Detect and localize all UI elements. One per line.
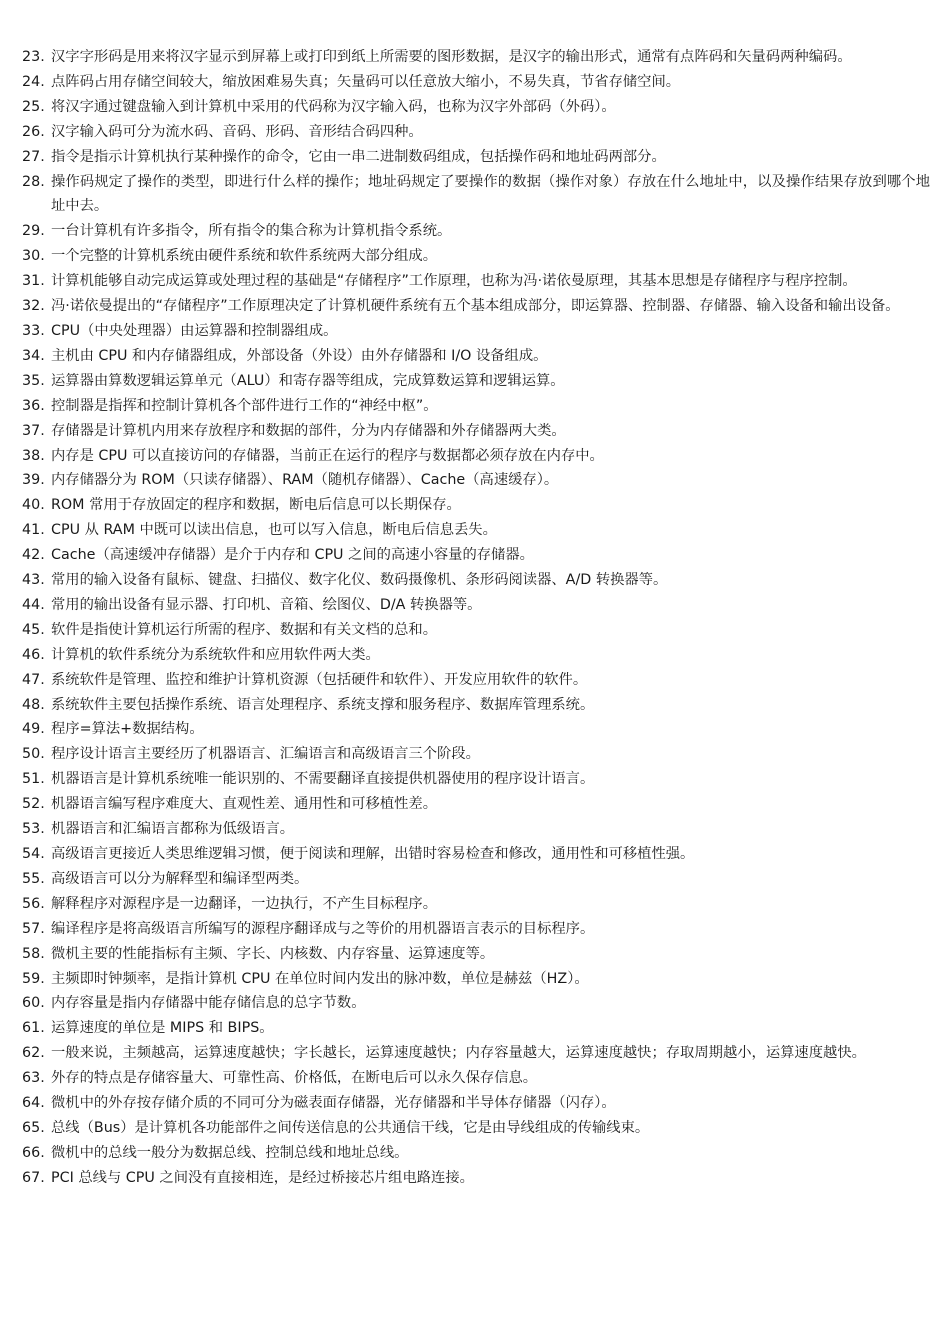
item-number: 53. xyxy=(22,821,45,838)
item-number: 63. xyxy=(22,1070,45,1087)
item-number: 34. xyxy=(22,347,45,364)
item-text: 系统软件主要包括操作系统、语言处理程序、系统支撑和服务程序、数据库管理系统。 xyxy=(51,696,595,713)
list-item xyxy=(22,792,930,817)
item-number: 41. xyxy=(22,522,45,539)
list-item xyxy=(22,1141,930,1166)
item-text: 一般来说，主频越高，运算速度越快；字长越长，运算速度越快；内存容量越大，运算速度越快；存取周期越小，运算速度越快。 xyxy=(51,1045,866,1062)
list-item xyxy=(22,120,930,145)
item-text: 程序=算法+数据结构。 xyxy=(51,721,204,738)
list-item xyxy=(22,70,930,95)
list-item xyxy=(22,867,930,892)
item-number: 37. xyxy=(22,422,45,439)
list-item xyxy=(22,219,930,244)
item-number: 45. xyxy=(22,621,45,638)
item-number: 30. xyxy=(22,248,45,265)
item-text: 内存是 CPU 可以直接访问的存储器，当前正在运行的程序与数据都必须存放在内存中。 xyxy=(51,447,604,464)
list-item xyxy=(22,319,930,344)
item-text: 内存储器分为 ROM（只读存储器）、RAM（随机存储器）、Cache（高速缓存）。 xyxy=(51,472,559,489)
item-number: 59. xyxy=(22,970,45,987)
list-item xyxy=(22,967,930,992)
list-item xyxy=(22,618,930,643)
list-item xyxy=(22,1166,930,1191)
item-text: 外存的特点是存储容量大、可靠性高、价格低，在断电后可以永久保存信息。 xyxy=(51,1070,538,1087)
item-text: 汉字输入码可分为流水码、音码、形码、音形结合码四种。 xyxy=(51,123,423,140)
item-text: 机器语言编写程序难度大、直观性差、通用性和可移植性差。 xyxy=(51,796,438,813)
list-item xyxy=(22,693,930,718)
list-item xyxy=(22,917,930,942)
list-item xyxy=(22,45,930,70)
item-number: 67. xyxy=(22,1169,45,1186)
list-item xyxy=(22,468,930,493)
item-number: 23. xyxy=(22,49,45,65)
list-item xyxy=(22,369,930,394)
item-text: 解释程序对源程序是一边翻译，一边执行，不产生目标程序。 xyxy=(51,895,438,912)
item-number: 35. xyxy=(22,372,45,389)
item-text: 冯·诺依曼提出的“存储程序”工作原理决定了计算机硬件系统有五个基本组成部分，即运算器、控制器、存储器、输入设备和输出设备。 xyxy=(51,298,900,315)
item-text: 常用的输出设备有显示器、打印机、音箱、绘图仪、D/A 转换器等。 xyxy=(51,596,482,613)
item-number: 65. xyxy=(22,1119,45,1136)
list-item xyxy=(22,170,930,220)
item-text: 编译程序是将高级语言所编写的源程序翻译成与之等价的用机器语言表示的目标程序。 xyxy=(51,920,595,937)
list-item xyxy=(22,145,930,170)
list-item xyxy=(22,493,930,518)
item-text: CPU（中央处理器）由运算器和控制器组成。 xyxy=(51,322,338,339)
list-item xyxy=(22,568,930,593)
item-text: 常用的输入设备有鼠标、键盘、扫描仪、数字化仪、数码摄像机、条形码阅读器、A/D 转换器等。 xyxy=(51,572,668,589)
item-number: 50. xyxy=(22,746,45,763)
list-item xyxy=(22,742,930,767)
item-number: 57. xyxy=(22,920,45,937)
item-number: 31. xyxy=(22,273,45,290)
item-number: 38. xyxy=(22,447,45,464)
item-number: 32. xyxy=(22,298,45,315)
list-item xyxy=(22,643,930,668)
item-number: 29. xyxy=(22,223,45,240)
item-number: 56. xyxy=(22,895,45,912)
item-text: ROM 常用于存放固定的程序和数据，断电后信息可以长期保存。 xyxy=(51,497,461,514)
list-item xyxy=(22,1116,930,1141)
list-item xyxy=(22,269,930,294)
list-item xyxy=(22,842,930,867)
item-text: 点阵码占用存储空间较大，缩放困难易失真；矢量码可以任意放大缩小，不易失真，节省存储空间。 xyxy=(51,73,681,90)
item-text: 一台计算机有许多指令，所有指令的集合称为计算机指令系统。 xyxy=(51,223,452,240)
list-item xyxy=(22,419,930,444)
list-item xyxy=(22,668,930,693)
item-number: 40. xyxy=(22,497,45,514)
item-text: 主机由 CPU 和内存储器组成，外部设备（外设）由外存储器和 I/O 设备组成。 xyxy=(51,347,548,364)
item-text: CPU 从 RAM 中既可以读出信息，也可以写入信息，断电后信息丢失。 xyxy=(51,522,497,539)
list-item xyxy=(22,394,930,419)
item-text: 运算器由算数逻辑运算单元（ALU）和寄存器等组成，完成算数运算和逻辑运算。 xyxy=(51,372,565,389)
item-text: 指令是指示计算机执行某种操作的命令，它由一串二进制数码组成，包括操作码和地址码两部分。 xyxy=(51,148,666,165)
item-number: 61. xyxy=(22,1020,45,1037)
list-item xyxy=(22,991,930,1016)
item-number: 44. xyxy=(22,596,45,613)
item-text: 微机主要的性能指标有主频、字长、内核数、内存容量、运算速度等。 xyxy=(51,945,495,962)
item-number: 55. xyxy=(22,870,45,887)
item-number: 62. xyxy=(22,1045,45,1062)
item-number: 24. xyxy=(22,73,45,90)
list-item xyxy=(22,294,930,319)
item-text: 控制器是指挥和控制计算机各个部件进行工作的“神经中枢”。 xyxy=(51,397,438,414)
item-text: 高级语言更接近人类思维逻辑习惯，便于阅读和理解，出错时容易检查和修改，通用性和可移植性强。 xyxy=(51,846,695,862)
item-number: 27. xyxy=(22,148,45,165)
list-item xyxy=(22,1091,930,1116)
item-text: 机器语言和汇编语言都称为低级语言。 xyxy=(51,821,295,838)
item-number: 36. xyxy=(22,397,45,414)
list-item xyxy=(22,95,930,120)
item-text: 主频即时钟频率，是指计算机 CPU 在单位时间内发出的脉冲数，单位是赫兹（HZ）。 xyxy=(51,970,589,987)
item-number: 42. xyxy=(22,547,45,564)
item-text: 高级语言可以分为解释型和编译型两类。 xyxy=(51,870,309,887)
list-item xyxy=(22,444,930,469)
numbered-list xyxy=(22,45,930,1191)
list-item xyxy=(22,344,930,369)
list-item xyxy=(22,817,930,842)
list-item xyxy=(22,717,930,742)
item-text: PCI 总线与 CPU 之间没有直接相连，是经过桥接芯片组电路连接。 xyxy=(51,1169,474,1186)
item-text: 将汉字通过键盘输入到计算机中采用的代码称为汉字输入码，也称为汉字外部码（外码）。 xyxy=(51,98,616,115)
item-number: 26. xyxy=(22,123,45,140)
item-number: 47. xyxy=(22,671,45,688)
item-text: Cache（高速缓冲存储器）是介于内存和 CPU 之间的高速小容量的存储器。 xyxy=(51,547,534,564)
item-number: 33. xyxy=(22,322,45,339)
item-number: 60. xyxy=(22,995,45,1012)
item-number: 66. xyxy=(22,1144,45,1161)
list-item xyxy=(22,892,930,917)
list-item xyxy=(22,593,930,618)
item-number: 39. xyxy=(22,472,45,489)
item-text: 运算速度的单位是 MIPS 和 BIPS。 xyxy=(51,1020,274,1037)
item-number: 54. xyxy=(22,846,45,862)
item-text: 存储器是计算机内用来存放程序和数据的部件，分为内存储器和外存储器两大类。 xyxy=(51,422,566,439)
item-text: 微机中的总线一般分为数据总线、控制总线和地址总线。 xyxy=(51,1144,409,1161)
item-text: 内存容量是指内存储器中能存储信息的总字节数。 xyxy=(51,995,366,1012)
item-text: 操作码规定了操作的类型，即进行什么样的操作；地址码规定了要操作的数据（操作对象）存放在什么地址中，以及操作结果存放到哪个地址中去。 xyxy=(51,173,930,215)
list-item xyxy=(22,1016,930,1041)
item-number: 48. xyxy=(22,696,45,713)
list-item xyxy=(22,1041,930,1066)
item-text: 微机中的外存按存储介质的不同可分为磁表面存储器，光存储器和半导体存储器（闪存）。 xyxy=(51,1095,616,1112)
item-text: 总线（Bus）是计算机各功能部件之间传送信息的公共通信干线，它是由导线组成的传输线束。 xyxy=(51,1119,650,1136)
item-text: 汉字字形码是用来将汉字显示到屏幕上或打印到纸上所需要的图形数据，是汉字的输出形式，通常有点阵码和矢量码两种编码。 xyxy=(51,49,852,65)
item-text: 机器语言是计算机系统唯一能识别的、不需要翻译直接提供机器使用的程序设计语言。 xyxy=(51,771,595,788)
item-number: 58. xyxy=(22,945,45,962)
item-number: 43. xyxy=(22,572,45,589)
list-item xyxy=(22,244,930,269)
item-text: 系统软件是管理、监控和维护计算机资源（包括硬件和软件）、开发应用软件的软件。 xyxy=(51,671,588,688)
item-number: 51. xyxy=(22,771,45,788)
list-item xyxy=(22,543,930,568)
item-text: 计算机能够自动完成运算或处理过程的基础是“存储程序”工作原理，也称为冯·诺依曼原理，其基本思想是存储程序与程序控制。 xyxy=(51,273,857,290)
item-text: 一个完整的计算机系统由硬件系统和软件系统两大部分组成。 xyxy=(51,248,438,265)
list-item xyxy=(22,767,930,792)
list-item xyxy=(22,1066,930,1091)
item-text: 程序设计语言主要经历了机器语言、汇编语言和高级语言三个阶段。 xyxy=(51,746,480,763)
item-text: 计算机的软件系统分为系统软件和应用软件两大类。 xyxy=(51,646,380,663)
list-item xyxy=(22,518,930,543)
item-number: 25. xyxy=(22,98,45,115)
item-number: 49. xyxy=(22,721,45,738)
item-number: 64. xyxy=(22,1095,45,1112)
item-number: 52. xyxy=(22,796,45,813)
item-text: 软件是指使计算机运行所需的程序、数据和有关文档的总和。 xyxy=(51,621,438,638)
item-number: 28. xyxy=(22,173,45,190)
item-number: 46. xyxy=(22,646,45,663)
list-item xyxy=(22,942,930,967)
